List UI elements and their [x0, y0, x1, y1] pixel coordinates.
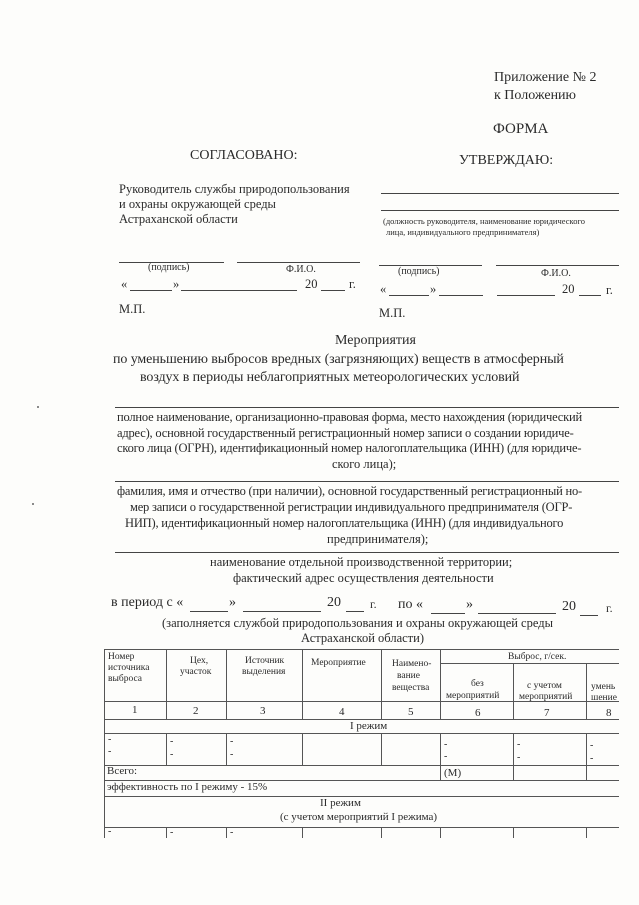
left-year-line [321, 290, 345, 291]
cell-dash: - [230, 827, 234, 838]
right-fio-label: Ф.И.О. [541, 268, 571, 279]
cell-dash: - [108, 826, 112, 837]
right-position-line2 [381, 210, 619, 211]
table-col-div-4 [381, 649, 382, 719]
left-date-month-line [181, 290, 297, 291]
th-substance-3: вещества [392, 683, 430, 693]
appendix-line2: к Положению [494, 88, 577, 103]
th-shop-2: участок [180, 667, 212, 677]
person-l1: фамилия, имя и отчество (при наличии), основной государственный регистрационный но- [117, 484, 582, 498]
entity-line [115, 407, 619, 408]
left-year-prefix: 20 [305, 277, 318, 291]
table-mode1-bottom [104, 733, 619, 734]
measures-table [104, 649, 619, 838]
cell-dash: - [590, 753, 594, 764]
territory-l1: наименование отдельной производственной территории; [210, 555, 513, 569]
person-line [115, 481, 619, 482]
entity-l2: адрес), основной государственный регистрационный номер записи о создании юридиче- [117, 426, 574, 440]
cell-dash: - [444, 751, 448, 762]
th-without-2: мероприятий [446, 691, 500, 701]
table-border-top [104, 649, 619, 650]
table-col-div-2 [226, 649, 227, 719]
cell-dash: - [170, 827, 174, 838]
appendix-line1: Приложение № 2 [494, 70, 597, 85]
main-title-line1: Мероприятия [335, 333, 416, 348]
table-col-div-3 [302, 649, 303, 719]
mode2-note: (с учетом мероприятий I режима) [280, 811, 438, 823]
right-note2: лица, индивидуального предпринимателя) [386, 227, 540, 237]
period-g1: г. [370, 597, 377, 611]
table-col-div-6b [513, 733, 514, 781]
main-title-line3: воздух в периоды неблагоприятных метеорологических условий [140, 370, 520, 385]
period-note2: Астраханской области) [301, 631, 424, 645]
table-col-div-5c [440, 827, 441, 838]
territory-l2: фактический адрес осуществления деятельности [233, 571, 494, 585]
left-block-line1: Руководитель службы природопользования [119, 182, 350, 196]
main-title-line2: по уменьшению выбросов вредных (загрязняющих) веществ в атмосферный [113, 352, 564, 367]
right-year-suffix: г. [606, 283, 613, 297]
left-date-open: « [121, 277, 128, 291]
table-col-div-5b [440, 733, 441, 781]
left-fio-label: Ф.И.О. [286, 264, 316, 275]
th-measure: Мероприятие [311, 658, 366, 668]
cell-dash: - [230, 736, 234, 747]
mode2-label: II режим [320, 797, 361, 809]
entity-l4: ского лица); [332, 457, 397, 471]
left-fio-line [237, 262, 360, 263]
col-num-4: 4 [339, 706, 345, 718]
left-block-line2: и охраны окружающей среды [119, 197, 276, 211]
th-emissions: Выброс, г/сек. [508, 652, 567, 662]
period-year2-line [580, 615, 598, 616]
th-without-1: без [471, 679, 484, 689]
person-l3: НИП), идентификационный номер налогоплательщика (ИНН) (для индивидуального [125, 516, 564, 530]
table-mode2-bottom [104, 827, 619, 828]
table-col-div-2b [226, 733, 227, 766]
col-num-2: 2 [193, 705, 199, 717]
table-col-div-6 [513, 663, 514, 719]
right-date-month-line [439, 295, 483, 296]
th-with-1: с учетом [527, 681, 562, 691]
right-date-close: » [430, 282, 437, 296]
right-note1: (должность руководителя, наименование юридического [383, 216, 585, 226]
person-l2: мер записи о государственной регистрации индивидуального предпринимателя (ОГР- [130, 500, 573, 514]
cell-dash: - [170, 749, 174, 760]
cell-dash: - [444, 739, 448, 750]
col-num-8: 8 [606, 707, 612, 719]
period-day2-line [431, 613, 465, 614]
th-origin-2: выделения [242, 667, 286, 677]
th-with-2: мероприятий [519, 692, 573, 702]
cell-dash: - [517, 752, 521, 763]
table-col-div-7c [586, 827, 587, 838]
right-date-open: « [380, 282, 387, 296]
scan-speck [32, 503, 34, 505]
cell-dash: - [230, 749, 234, 760]
left-sign-label: (подпись) [148, 262, 190, 273]
table-emission-divider [440, 663, 619, 664]
table-col-div-3b [302, 733, 303, 766]
period-g2: г. [606, 601, 613, 615]
entity-l1: полное наименование, организационно-правовая форма, место нахождения (юридический [117, 410, 582, 424]
left-date-day-line [130, 290, 172, 291]
table-col-div-4b [381, 733, 382, 766]
form-word: ФОРМА [493, 121, 549, 137]
th-source-1: Номер [108, 652, 135, 662]
period-year1: 20 [327, 595, 341, 610]
col-num-1: 1 [132, 704, 138, 716]
table-col-div-1 [166, 649, 167, 719]
table-col-div-3c [302, 827, 303, 838]
left-year-suffix: г. [349, 277, 356, 291]
total-label: Всего: [107, 765, 138, 777]
left-block-line3: Астраханской области [119, 212, 238, 226]
table-rows-bottom [104, 765, 619, 766]
efficiency-label: эффективность по I режиму - 15% [107, 781, 268, 793]
table-col-div-1c [166, 827, 167, 838]
col-num-3: 3 [260, 705, 266, 717]
col-num-7: 7 [544, 707, 550, 719]
th-source-3: выброса [108, 674, 142, 684]
period-month1-line [243, 611, 321, 612]
left-stamp: М.П. [119, 302, 146, 316]
right-block-title: УТВЕРЖДАЮ: [459, 153, 554, 168]
right-year-line [579, 295, 601, 296]
period-day1-line [190, 611, 228, 612]
left-block-title: СОГЛАСОВАНО: [190, 148, 298, 163]
th-source-2: источника [108, 663, 150, 673]
scan-speck [37, 406, 39, 408]
cell-dash: - [170, 736, 174, 747]
right-sign-label: (подпись) [398, 266, 440, 277]
th-reduction-2: шение [591, 693, 617, 703]
right-year-prefix: 20 [562, 282, 575, 296]
right-date-day-line [389, 295, 429, 296]
right-date-month-line2 [497, 295, 555, 296]
period-close1: » [229, 595, 236, 610]
right-fio-line [496, 265, 619, 266]
table-col-div-2c [226, 827, 227, 838]
th-reduction-1: умень [591, 682, 616, 692]
table-col-div-6c [513, 827, 514, 838]
cell-dash: - [108, 746, 112, 757]
period-year2: 20 [562, 599, 576, 614]
th-substance-2: вание [397, 671, 420, 681]
total-m-mark: (М) [444, 767, 462, 779]
table-col-div-1b [166, 733, 167, 766]
cell-dash: - [590, 740, 594, 751]
period-to: по « [398, 597, 423, 612]
table-col-div-7 [586, 663, 587, 719]
right-position-line1 [381, 193, 619, 194]
period-note1: (заполняется службой природопользования и охраны окружающей среды [162, 616, 553, 630]
period-close2: » [466, 597, 473, 612]
cell-dash: - [517, 739, 521, 750]
period-month2-line [478, 613, 556, 614]
left-date-close: » [173, 277, 180, 291]
territory-line [115, 552, 619, 553]
person-l4: предпринимателя); [327, 532, 429, 546]
table-col-div-5 [440, 649, 441, 719]
cell-dash: - [108, 734, 112, 745]
col-num-5: 5 [408, 706, 414, 718]
table-col-div-4c [381, 827, 382, 838]
col-num-6: 6 [475, 707, 481, 719]
th-substance-1: Наимено- [392, 659, 432, 669]
th-shop-1: Цех, [190, 656, 209, 666]
period-prefix: в период с « [111, 595, 184, 610]
right-stamp: М.П. [379, 306, 406, 320]
table-col-div-7b [586, 733, 587, 781]
table-efficiency-bottom [104, 796, 619, 797]
th-origin-1: Источник [245, 656, 285, 666]
table-border-left [104, 649, 105, 838]
mode1-label: I режим [350, 720, 388, 732]
entity-l3: ского лица (ОГРН), идентификационный номер налогоплательщика (ИНН) (для юридиче- [117, 441, 582, 455]
period-year1-line [346, 611, 364, 612]
